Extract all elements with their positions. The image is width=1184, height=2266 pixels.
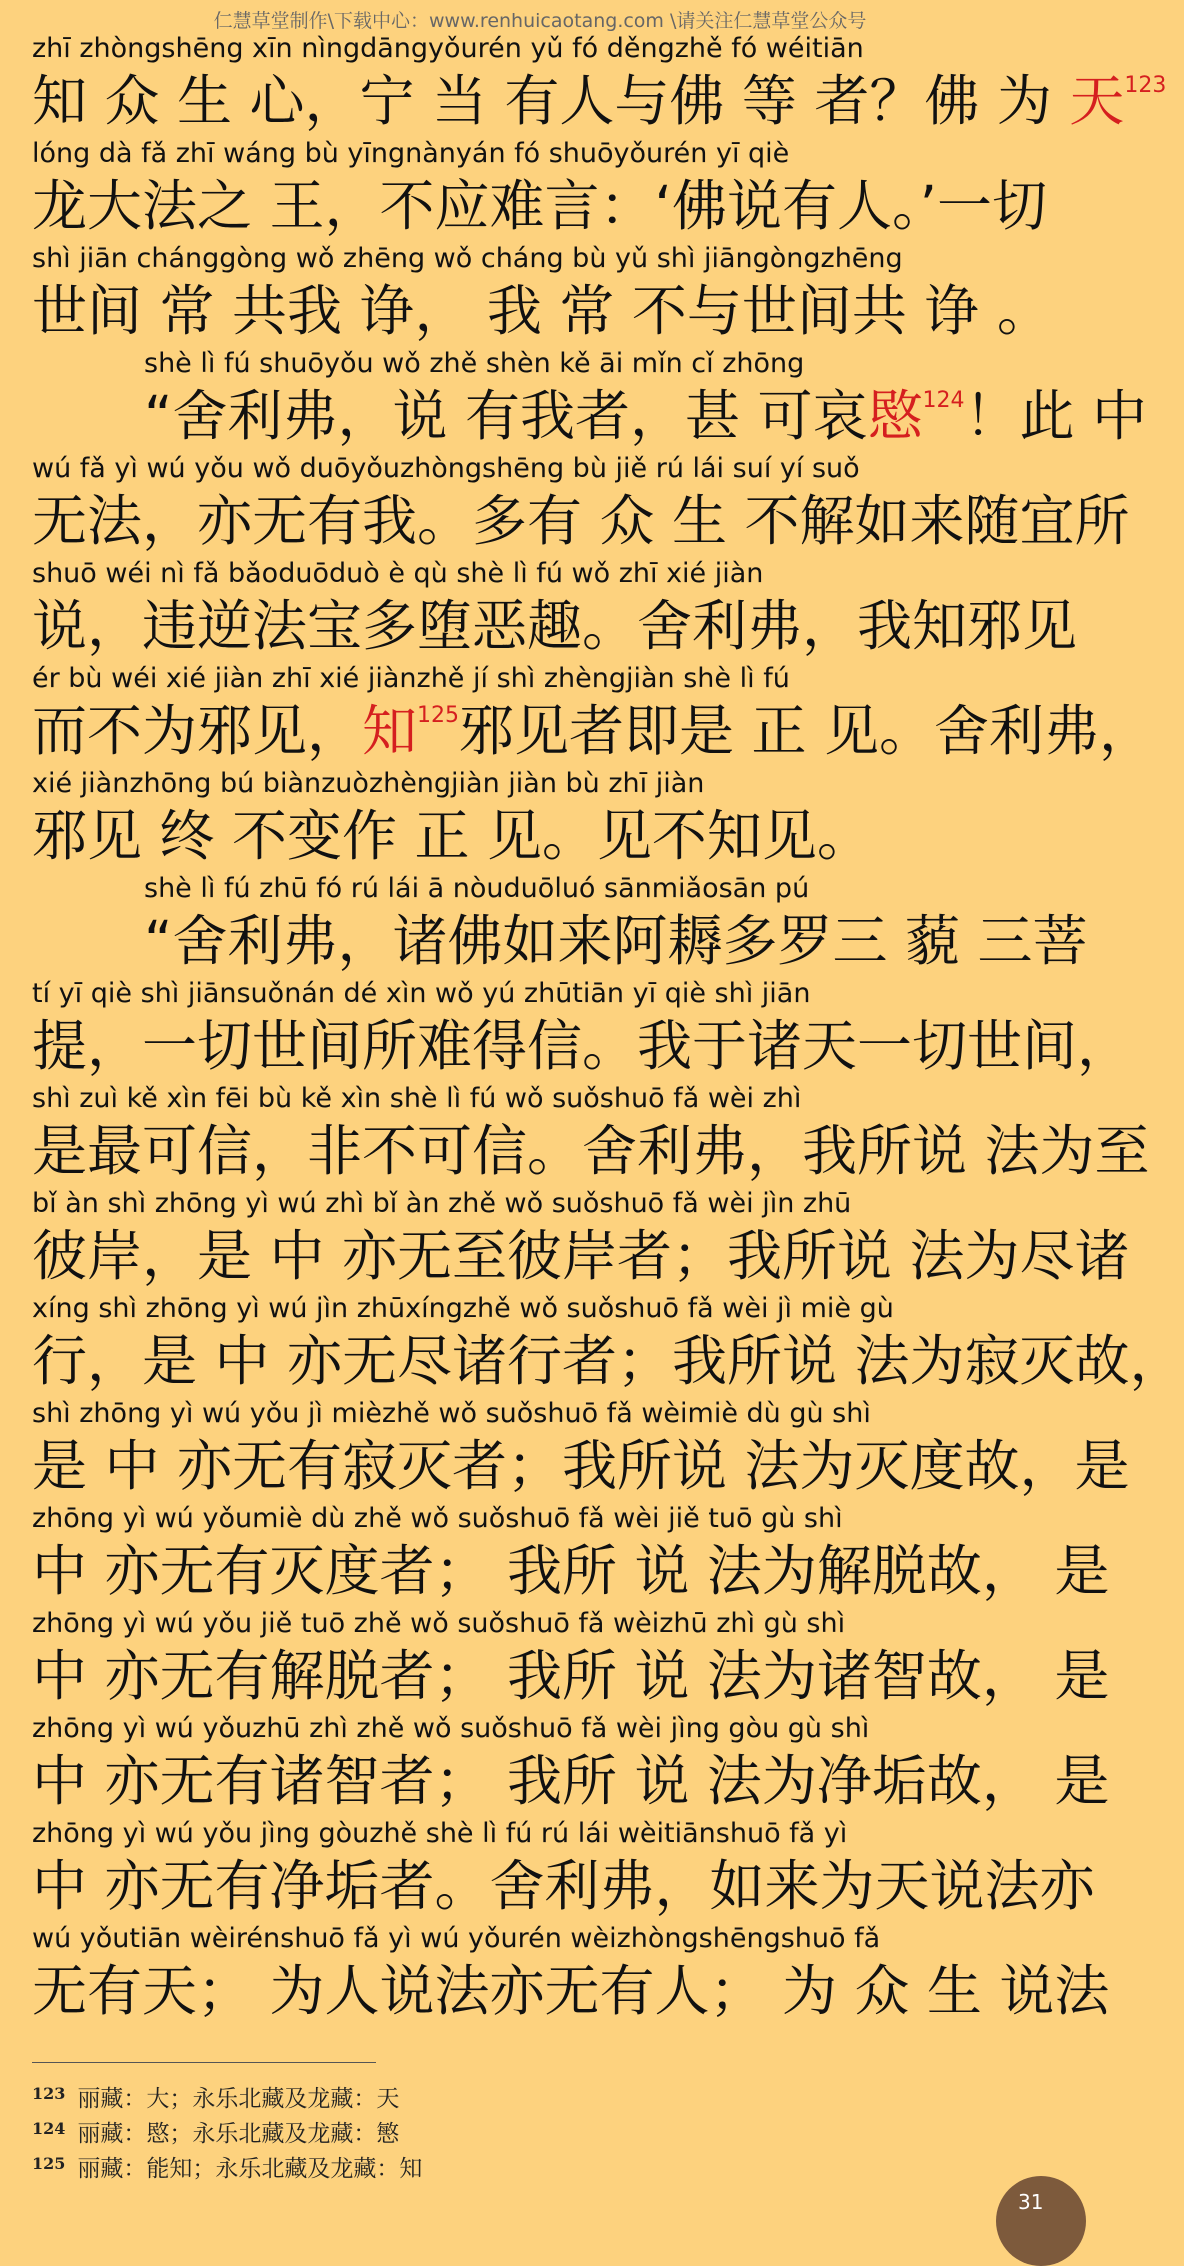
hanzi-text: “舍利弗，诸佛如来阿耨多罗三 藐 三菩 <box>144 909 1088 973</box>
hanzi-text: 中 亦无有净垢者。舍利弗，如来为天说法亦 <box>32 1854 1095 1918</box>
hanzi-line <box>32 172 1048 240</box>
hanzi-text: 无有天； 为人说法亦无有人； 为 众 生 说法 <box>32 1959 1110 2023</box>
pinyin-line: zhī zhòngshēng xīn nìngdāngyǒurén yǔ fó děngzhě fó wéitiān <box>32 33 864 64</box>
footnote-text: 丽藏：大；永乐北藏及龙藏：天 <box>77 2086 400 2112</box>
hanzi-line <box>32 592 1078 660</box>
pinyin-line: zhōng yì wú yǒu jìng gòuzhě shè lì fú rú lái wèitiānshuō fǎ yì <box>32 1818 848 1849</box>
hanzi-text: 邪见者即是 正 见。舍利弗， <box>459 699 1154 763</box>
hanzi-line <box>144 907 1088 975</box>
text-line <box>32 30 1167 135</box>
footnote-reference: 124 <box>922 388 965 413</box>
pinyin-line: wú yǒutiān wèirénshuō fǎ yì wú yǒurén wèizhòngshēngshuō fǎ <box>32 1923 881 1954</box>
text-line <box>32 765 1048 870</box>
page-number-badge <box>996 2176 1086 2266</box>
hanzi-line <box>32 1642 1110 1710</box>
text-line <box>32 135 1048 240</box>
hanzi-text: 无法，亦无有我。多有 众 生 不解如来随宜所 <box>32 489 1130 553</box>
hanzi-line <box>32 67 1167 135</box>
hanzi-line <box>32 487 1130 555</box>
hanzi-text: 中 亦无有灭度者； 我所 说 法为解脱故， 是 <box>32 1539 1110 1603</box>
text-line <box>32 345 1147 450</box>
footnote-reference: 123 <box>1124 73 1167 98</box>
text-line <box>32 450 1130 555</box>
hanzi-text: 邪见 终 不变作 正 见。见不知见。 <box>32 804 872 868</box>
text-line <box>32 1080 1150 1185</box>
hanzi-text: 是最可信，非不可信。舍利弗，我所说 法为至 <box>32 1119 1150 1183</box>
hanzi-text: 提，一切世间所难得信。我于诸天一切世间， <box>32 1014 1133 1078</box>
footnote-text: 丽藏：愍；永乐北藏及龙藏：慜 <box>77 2121 400 2147</box>
hanzi-text: ！此 中 <box>964 384 1147 448</box>
pinyin-line: shì zhōng yì wú yǒu jì mièzhě wǒ suǒshuō fǎ wèimiè dù gù shì <box>32 1398 871 1429</box>
hanzi-line <box>32 1957 1110 2025</box>
variant-character: 愍 <box>867 384 923 448</box>
hanzi-line <box>32 1222 1130 1290</box>
pinyin-line: wú fǎ yì wú yǒu wǒ duōyǒuzhòngshēng bù jiě rú lái suí yí suǒ <box>32 453 860 484</box>
hanzi-line <box>32 697 1154 765</box>
pinyin-line: shè lì fú zhū fó rú lái ā nòuduōluó sānmiǎosān pú <box>144 873 810 904</box>
footnotes <box>32 2076 932 2181</box>
text-line <box>32 1815 1095 1920</box>
pinyin-line: ér bù wéi xié jiàn zhī xié jiànzhě jí shì zhèngjiàn shè lì fú <box>32 663 790 694</box>
text-line <box>32 1920 1110 2025</box>
hanzi-text: 彼岸，是 中 亦无至彼岸者；我所说 法为尽诸 <box>32 1224 1130 1288</box>
hanzi-line <box>32 277 1052 345</box>
variant-character: 天 <box>1069 69 1125 133</box>
pinyin-line: zhōng yì wú yǒumiè dù zhě wǒ suǒshuō fǎ wèi jiě tuō gù shì <box>32 1503 843 1534</box>
footnote-reference: 125 <box>417 703 460 728</box>
text-line <box>32 240 1052 345</box>
hanzi-text: 世间 常 共我 诤， 我 常 不与世间共 诤 。 <box>32 279 1052 343</box>
text-line <box>32 1185 1130 1290</box>
text-line <box>32 1290 1184 1395</box>
text-line <box>32 1710 1110 1815</box>
footnote <box>32 2111 932 2146</box>
hanzi-text: 是 中 亦无有寂灭者；我所说 法为灭度故，是 <box>32 1434 1130 1498</box>
hanzi-text: 龙大法之 王，不应难言：‘佛说有人。’一切 <box>32 174 1047 238</box>
variant-character: 知 <box>362 699 418 763</box>
hanzi-line <box>32 1327 1184 1395</box>
scripture-text <box>32 30 1184 2025</box>
text-line <box>32 660 1154 765</box>
footnote <box>32 2076 932 2111</box>
hanzi-line <box>144 382 1147 450</box>
hanzi-line <box>32 1117 1150 1185</box>
text-line <box>32 1395 1130 1500</box>
hanzi-text: 说，违逆法宝多堕恶趣。舍利弗，我知邪见 <box>32 594 1078 658</box>
text-line <box>32 1500 1110 1605</box>
pinyin-line: xíng shì zhōng yì wú jìn zhūxíngzhě wǒ suǒshuō fǎ wèi jì miè gù <box>32 1293 894 1324</box>
footnote-number: 125 <box>32 2154 66 2173</box>
hanzi-text: 知 众 生 心，宁 当 有人与佛 等 者？佛 为 <box>32 69 1070 133</box>
pinyin-line: zhōng yì wú yǒu jiě tuō zhě wǒ suǒshuō fǎ wèizhū zhì gù shì <box>32 1608 846 1639</box>
footnote <box>32 2146 932 2181</box>
pinyin-line: xié jiànzhōng bú biànzuòzhèngjiàn jiàn bù zhī jiàn <box>32 768 705 799</box>
pinyin-line: shì jiān chánggòng wǒ zhēng wǒ cháng bù yǔ shì jiāngòngzhēng <box>32 243 903 274</box>
footnote-number: 123 <box>32 2084 66 2103</box>
text-line <box>32 1605 1110 1710</box>
footnote-text: 丽藏：能知；永乐北藏及龙藏：知 <box>77 2156 423 2182</box>
hanzi-text: 而不为邪见， <box>32 699 363 763</box>
hanzi-text: “舍利弗，说 有我者，甚 可哀 <box>144 384 868 448</box>
pinyin-line: zhōng yì wú yǒuzhū zhì zhě wǒ suǒshuō fǎ wèi jìng gòu gù shì <box>32 1713 870 1744</box>
text-line <box>32 870 1088 975</box>
pinyin-line: lóng dà fǎ zhī wáng bù yīngnànyán fó shuōyǒurén yī qiè <box>32 138 790 169</box>
hanzi-line <box>32 1012 1133 1080</box>
pinyin-line: bǐ àn shì zhōng yì wú zhì bǐ àn zhě wǒ suǒshuō fǎ wèi jìn zhū <box>32 1188 852 1219</box>
hanzi-line <box>32 1537 1110 1605</box>
page-header: 仁慧草堂制作\下载中心：www.renhuicaotang.com \请关注仁慧草堂公众号 <box>213 10 867 32</box>
hanzi-text: 中 亦无有解脱者； 我所 说 法为诸智故， 是 <box>32 1644 1110 1708</box>
pinyin-line: tí yī qiè shì jiānsuǒnán dé xìn wǒ yú zhūtiān yī qiè shì jiān <box>32 978 811 1009</box>
hanzi-line <box>32 1852 1095 1920</box>
pinyin-line: shè lì fú shuōyǒu wǒ zhě shèn kě āi mǐn cǐ zhōng <box>144 348 805 379</box>
text-line <box>32 975 1133 1080</box>
pinyin-line: shì zuì kě xìn fēi bù kě xìn shè lì fú wǒ suǒshuō fǎ wèi zhì <box>32 1083 802 1114</box>
hanzi-line <box>32 1747 1110 1815</box>
footnote-number: 124 <box>32 2119 66 2138</box>
text-line <box>32 555 1078 660</box>
hanzi-line <box>32 802 1048 870</box>
hanzi-line <box>32 1432 1130 1500</box>
footnote-divider <box>32 2062 376 2063</box>
pinyin-line: shuō wéi nì fǎ bǎoduōduò è qù shè lì fú wǒ zhī xié jiàn <box>32 558 764 589</box>
hanzi-text: 中 亦无有诸智者； 我所 说 法为净垢故， 是 <box>32 1749 1110 1813</box>
hanzi-text: 行，是 中 亦无尽诸行者；我所说 法为寂灭故， <box>32 1329 1184 1393</box>
page-number: 31 <box>1018 2190 1044 2214</box>
